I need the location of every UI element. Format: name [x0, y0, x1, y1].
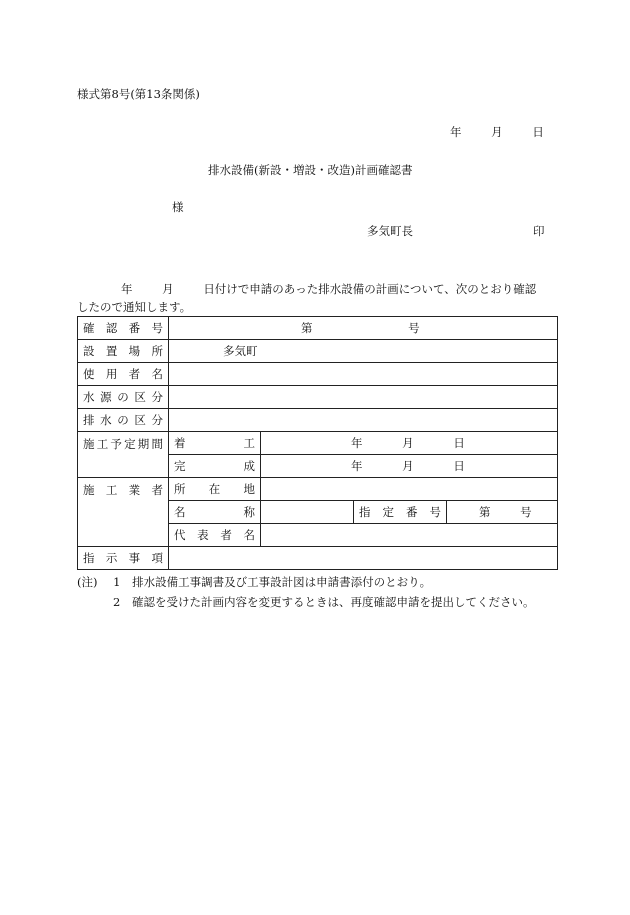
- site-field[interactable]: [169, 340, 558, 363]
- label-char: 定: [124, 437, 136, 451]
- label-char: 番: [406, 505, 418, 519]
- note-1: [77, 574, 431, 590]
- label-char: 項: [151, 551, 163, 565]
- start-date-field[interactable]: [261, 432, 558, 455]
- note-2: [113, 594, 534, 610]
- confirmation-number-prefix: 第: [301, 321, 313, 335]
- completion-day-unit: 日: [453, 459, 465, 473]
- label-char: 名: [243, 528, 255, 542]
- address-field[interactable]: [261, 478, 558, 501]
- date-year-unit: 年: [450, 125, 462, 139]
- label-char: 間: [151, 437, 163, 451]
- period-label: [78, 432, 169, 478]
- label-char: 号: [429, 505, 441, 519]
- label-char: 施: [83, 483, 95, 497]
- label-char: 予: [110, 437, 122, 451]
- designation-number-label: [354, 501, 447, 524]
- label-char: 表: [197, 528, 209, 542]
- note-number: 2: [113, 595, 121, 609]
- label-text: [83, 550, 163, 566]
- label-char: 名: [174, 505, 186, 519]
- designation-suffix: 号: [520, 505, 532, 519]
- label-text: [174, 481, 255, 497]
- label-char: 事: [128, 551, 141, 565]
- table-row: [78, 386, 558, 409]
- label-char: 工: [105, 483, 118, 497]
- drainage-label: [78, 409, 169, 432]
- label-char: 源: [100, 390, 112, 404]
- note-text: 排水設備工事調書及び工事設計図は申請書添付のとおり。: [132, 575, 432, 589]
- label-char: 区: [134, 390, 146, 404]
- completion-label: [169, 455, 261, 478]
- body-line-2: したので通知します。: [77, 300, 192, 314]
- label-char: 使: [83, 367, 95, 381]
- table-row: [78, 478, 558, 501]
- contractor-label: [78, 478, 169, 547]
- site-value: 多気町: [223, 344, 258, 358]
- label-char: 施: [83, 437, 95, 451]
- note-number: 1: [113, 575, 121, 589]
- label-char: 水: [83, 390, 95, 404]
- label-char: 成: [243, 459, 255, 473]
- table-row: [78, 547, 558, 570]
- label-char: 指: [83, 551, 95, 565]
- designation-number-field[interactable]: [447, 501, 558, 524]
- label-char: 在: [208, 482, 221, 496]
- label-char: 者: [151, 483, 163, 497]
- label-char: 工: [96, 437, 109, 451]
- label-char: 示: [105, 551, 118, 565]
- drainage-field[interactable]: [169, 409, 558, 432]
- confirmation-number-suffix: 号: [408, 321, 420, 335]
- label-char: 地: [243, 482, 255, 496]
- user-name-field[interactable]: [169, 363, 558, 386]
- label-text: [83, 389, 163, 405]
- issuer-name: 多気町長: [367, 224, 413, 238]
- body-month-unit: 月: [162, 282, 174, 296]
- confirmation-number-label: [78, 317, 169, 340]
- date-line: [450, 124, 544, 140]
- label-text: [83, 320, 163, 336]
- label-char: 名: [151, 367, 163, 381]
- instructions-label: [78, 547, 169, 570]
- date-day-unit: 日: [532, 125, 544, 139]
- label-char: 業: [128, 483, 141, 497]
- label-char: 指: [359, 505, 371, 519]
- note-text: 確認を受けた計画内容を変更するときは、再度確認申請を提出してください。: [131, 595, 535, 609]
- label-char: 者: [128, 367, 141, 381]
- table-row: [78, 340, 558, 363]
- form-number: 様式第8号(第13条関係): [77, 87, 200, 101]
- start-day-unit: 日: [453, 436, 465, 450]
- confirmation-number-field[interactable]: [169, 317, 558, 340]
- table-row: [78, 317, 558, 340]
- label-char: 着: [174, 436, 186, 450]
- label-text: [174, 527, 255, 543]
- representative-label: [169, 524, 261, 547]
- label-char: 番: [128, 321, 141, 335]
- start-month-unit: 月: [402, 436, 414, 450]
- label-char: 排: [83, 413, 95, 427]
- label-text: [174, 504, 255, 520]
- label-text: [174, 435, 255, 451]
- label-char: 代: [174, 528, 186, 542]
- label-char: 所: [151, 344, 163, 358]
- label-char: 者: [220, 528, 232, 542]
- start-year-unit: 年: [351, 436, 363, 450]
- user-name-label: [78, 363, 169, 386]
- label-char: 定: [382, 505, 394, 519]
- label-text: [83, 436, 163, 452]
- label-char: 設: [83, 344, 95, 358]
- address-label: [169, 478, 261, 501]
- label-text: [83, 482, 163, 498]
- water-source-label: [78, 386, 169, 409]
- label-char: 確: [83, 321, 95, 335]
- table-row: [78, 363, 558, 386]
- label-char: 分: [151, 390, 163, 404]
- addressee-suffix: 様: [172, 200, 184, 214]
- completion-year-unit: 年: [351, 459, 363, 473]
- seal-mark: 印: [533, 224, 545, 238]
- label-char: 完: [174, 459, 186, 473]
- instructions-field[interactable]: [169, 547, 558, 570]
- designation-prefix: 第: [479, 505, 491, 519]
- site-label: [78, 340, 169, 363]
- completion-date-field[interactable]: [261, 455, 558, 478]
- confirmation-table: [77, 316, 558, 570]
- label-char: 称: [243, 505, 255, 519]
- contractor-name-field[interactable]: [261, 501, 354, 524]
- label-char: 置: [105, 344, 118, 358]
- label-char: 所: [174, 482, 186, 496]
- label-char: 分: [151, 413, 163, 427]
- body-year-unit: 年: [121, 282, 133, 296]
- label-char: 区: [134, 413, 146, 427]
- label-text: [83, 412, 163, 428]
- label-text: [83, 366, 163, 382]
- label-char: 水: [100, 413, 112, 427]
- document-title: 排水設備(新設・増設・改造)計画確認書: [208, 163, 413, 177]
- name-label: [169, 501, 261, 524]
- start-label: [169, 432, 261, 455]
- label-char: 場: [128, 344, 141, 358]
- label-char: の: [117, 413, 129, 427]
- completion-month-unit: 月: [402, 459, 414, 473]
- water-source-field[interactable]: [169, 386, 558, 409]
- label-char: 号: [151, 321, 163, 335]
- table-row: [78, 432, 558, 455]
- body-line-1: [77, 281, 536, 297]
- label-text: [83, 343, 163, 359]
- table-row: [78, 409, 558, 432]
- representative-field[interactable]: [261, 524, 558, 547]
- label-text: [174, 458, 255, 474]
- body-text: 日付けで申請のあった排水設備の計画について、次のとおり確認: [203, 282, 537, 296]
- label-char: 用: [105, 367, 118, 381]
- label-char: 期: [137, 437, 150, 451]
- date-month-unit: 月: [491, 125, 503, 139]
- label-char: の: [117, 390, 129, 404]
- note-prefix: (注): [77, 575, 98, 589]
- label-text: [359, 504, 441, 520]
- label-char: 認: [105, 321, 118, 335]
- label-char: 工: [243, 436, 255, 450]
